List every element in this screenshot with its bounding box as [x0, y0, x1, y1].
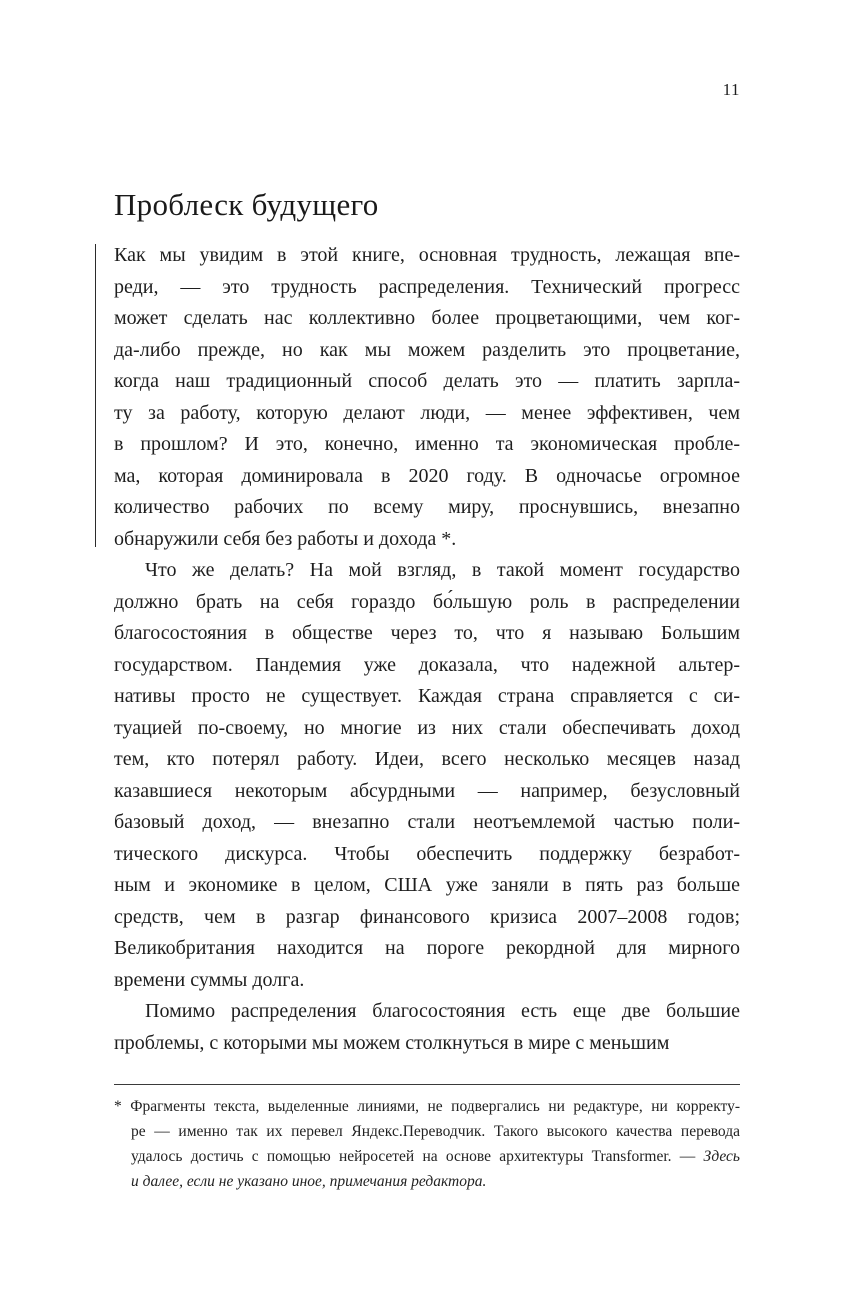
paragraph-lines: [114, 555, 740, 996]
chapter-title: Проблеск будущего: [114, 186, 379, 222]
footnote-section: [114, 1084, 740, 1194]
text-line: когда наш традиционный способ делать это — платить зарпла-: [114, 370, 740, 392]
footnote-italic-segment: и далее, если не указано иное, примечания редактора.: [131, 1173, 487, 1190]
text-line: да-либо прежде, но как мы можем разделить это процветание,: [114, 338, 740, 361]
text-line: нативы просто не существует. Каждая страна справляется с си-: [114, 685, 740, 707]
text-line: может сделать нас коллективно более процветающими, чем ког-: [114, 307, 740, 329]
footnote-text: [114, 1094, 740, 1194]
text-line: Великобритания находится на пороге рекордной для мирного: [114, 937, 740, 959]
text-line: базовый доход, — внезапно стали неотъемлемой частью поли-: [114, 811, 740, 833]
text-line: обнаружили себя без работы и дохода *.: [114, 527, 457, 550]
footnote-line: [114, 1169, 740, 1194]
footnote-line: [114, 1119, 740, 1144]
text-line: средств, чем в разгар финансового кризиса 2007–2008 годов;: [114, 905, 740, 928]
text-line: Что же делать? На мой взгляд, в такой момент государство: [145, 559, 740, 581]
text-line: ма, которая доминировала в 2020 году. В одночасье огромное: [114, 464, 740, 487]
text-line: времени суммы долга.: [114, 968, 305, 991]
footnote-separator-rule: [114, 1084, 740, 1085]
text-line: должно брать на себя гораздо бо́льшую роль в распределении: [114, 590, 740, 613]
text-line: тического дискурса. Чтобы обеспечить поддержку безработ-: [114, 842, 740, 865]
paragraph-marked-fragment: [114, 240, 740, 555]
paragraph-lines: [114, 996, 740, 1059]
text-line: казавшиеся некоторым абсурдными — например, безусловный: [114, 779, 740, 802]
text-line: проблемы, с которыми мы можем столкнуться в мире с меньшим: [114, 1031, 670, 1054]
text-line: государством. Пандемия уже доказала, что надежной альтер-: [114, 653, 740, 676]
text-line: Как мы увидим в этой книге, основная трудность, лежащая впе-: [114, 244, 740, 266]
footnote-segment: ре — именно так их перевел Яндекс.Переводчик. Такого высокого качества перевода: [131, 1123, 740, 1140]
footnote-segment: * Фрагменты текста, выделенные линиями, не подвергались ни редактуре, ни корректу-: [114, 1098, 740, 1115]
paragraph: [114, 996, 740, 1059]
footnote-line: [114, 1094, 740, 1119]
text-line: тем, кто потерял работу. Идеи, всего несколько месяцев назад: [114, 748, 740, 770]
text-line: Помимо распределения благосостояния есть еще две большие: [145, 1000, 740, 1022]
paragraph: [114, 555, 740, 996]
text-line: количество рабочих по всему миру, проснувшись, внезапно: [114, 496, 740, 518]
body-text: [114, 240, 740, 1059]
text-line: ным и экономике в целом, США уже заняли в пять раз больше: [114, 874, 740, 896]
footnote-italic-segment: Здесь: [703, 1148, 740, 1165]
footnote-line: [114, 1144, 740, 1169]
text-line: благосостояния в обществе через то, что я называю Большим: [114, 622, 740, 644]
margin-marker-line: [95, 244, 96, 547]
text-line: ту за работу, которую делают люди, — менее эффективен, чем: [114, 401, 740, 424]
paragraph-lines: [114, 240, 740, 555]
text-line: в прошлом? И это, конечно, именно та экономическая пробле-: [114, 433, 740, 455]
text-line: реди, — это трудность распределения. Технический прогресс: [114, 275, 740, 298]
footnote-segment: удалось достичь с помощью нейросетей на основе архитектуры Transformer. —: [131, 1148, 704, 1165]
text-line: туацией по-своему, но многие из них стали обеспечивать доход: [114, 716, 740, 739]
page-number: 11: [722, 80, 740, 99]
